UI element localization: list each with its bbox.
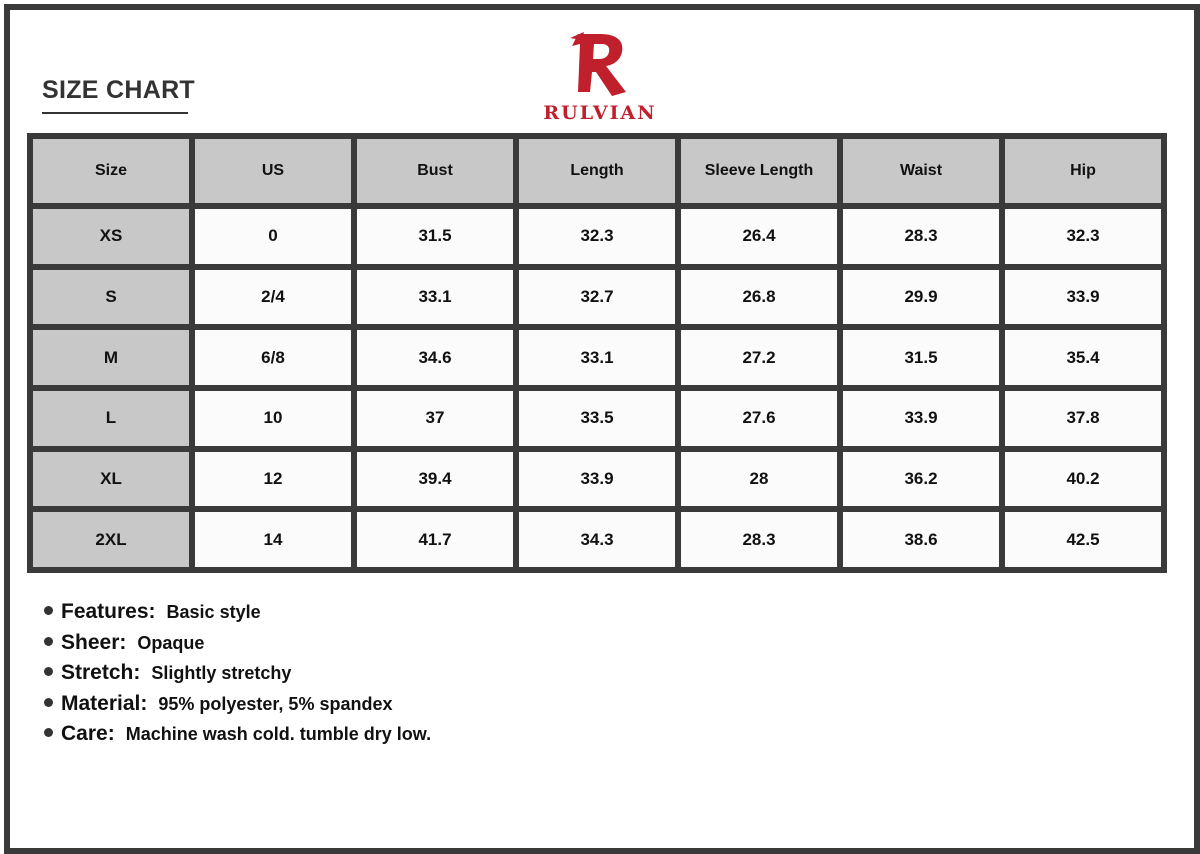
brand-logo (530, 24, 670, 128)
size-cell: S (33, 270, 189, 325)
spec-item-sheer (44, 631, 431, 662)
title-underline (42, 112, 188, 114)
column-header-hip: Hip (1005, 139, 1161, 203)
spec-item-care (44, 722, 431, 753)
spec-label: Stretch: (61, 661, 141, 684)
waist-cell: 36.2 (843, 452, 999, 507)
bust-cell: 31.5 (357, 209, 513, 264)
bullet-icon (44, 606, 53, 615)
size-cell: XS (33, 209, 189, 264)
us-cell: 14 (195, 512, 351, 567)
bust-cell: 34.6 (357, 330, 513, 385)
column-header-us: US (195, 139, 351, 203)
waist-cell: 28.3 (843, 209, 999, 264)
column-header-waist: Waist (843, 139, 999, 203)
hip-cell: 42.5 (1005, 512, 1161, 567)
size-cell: M (33, 330, 189, 385)
bullet-icon (44, 637, 53, 646)
us-cell: 10 (195, 391, 351, 446)
hip-cell: 32.3 (1005, 209, 1161, 264)
column-header-sleeve-length: Sleeve Length (681, 139, 837, 203)
sleeve-length-cell: 26.4 (681, 209, 837, 264)
size-cell: 2XL (33, 512, 189, 567)
spec-label: Care: (61, 722, 115, 745)
brand-name: RULVIAN (543, 102, 657, 124)
table-row (33, 452, 1161, 507)
table-row (33, 330, 1161, 385)
length-cell: 32.7 (519, 270, 675, 325)
table-row (33, 209, 1161, 264)
spec-label: Material: (61, 691, 148, 715)
size-table (27, 133, 1167, 573)
us-cell: 6/8 (195, 330, 351, 385)
bust-cell: 33.1 (357, 270, 513, 325)
sleeve-length-cell: 28 (681, 452, 837, 507)
waist-cell: 31.5 (843, 330, 999, 385)
length-cell: 33.1 (519, 330, 675, 385)
size-cell: L (33, 391, 189, 446)
page-title: SIZE CHART (42, 76, 195, 104)
us-cell: 0 (195, 209, 351, 264)
waist-cell: 33.9 (843, 391, 999, 446)
length-cell: 33.9 (519, 452, 675, 507)
table-row (33, 270, 1161, 325)
bullet-icon (44, 698, 53, 707)
spec-value: Opaque (137, 632, 205, 653)
sleeve-length-cell: 27.6 (681, 391, 837, 446)
us-cell: 2/4 (195, 270, 351, 325)
hip-cell: 35.4 (1005, 330, 1161, 385)
table-row (33, 512, 1161, 567)
waist-cell: 38.6 (843, 512, 999, 567)
size-cell: XL (33, 452, 189, 507)
spec-value: 95% polyester, 5% spandex (158, 693, 393, 714)
sleeve-length-cell: 28.3 (681, 512, 837, 567)
hip-cell: 37.8 (1005, 391, 1161, 446)
table-row (33, 391, 1161, 446)
spec-label: Features: (61, 600, 156, 623)
sleeve-length-cell: 27.2 (681, 330, 837, 385)
bust-cell: 41.7 (357, 512, 513, 567)
spec-item-material (44, 692, 431, 723)
bust-cell: 39.4 (357, 452, 513, 507)
spec-item-features (44, 600, 431, 631)
table-header-row (33, 139, 1161, 203)
product-specs-list (44, 600, 431, 753)
column-header-length: Length (519, 139, 675, 203)
spec-value: Basic style (166, 602, 261, 622)
rulvian-r-logo-icon (566, 30, 632, 98)
hip-cell: 40.2 (1005, 452, 1161, 507)
column-header-size: Size (33, 139, 189, 203)
us-cell: 12 (195, 452, 351, 507)
spec-label: Sheer: (61, 630, 127, 654)
spec-item-stretch (44, 661, 431, 692)
bust-cell: 37 (357, 391, 513, 446)
bullet-icon (44, 667, 53, 676)
length-cell: 33.5 (519, 391, 675, 446)
spec-value: Machine wash cold. tumble dry low. (125, 724, 432, 744)
waist-cell: 29.9 (843, 270, 999, 325)
hip-cell: 33.9 (1005, 270, 1161, 325)
sleeve-length-cell: 26.8 (681, 270, 837, 325)
spec-value: Slightly stretchy (151, 663, 292, 683)
length-cell: 34.3 (519, 512, 675, 567)
column-header-bust: Bust (357, 139, 513, 203)
length-cell: 32.3 (519, 209, 675, 264)
bullet-icon (44, 728, 53, 737)
